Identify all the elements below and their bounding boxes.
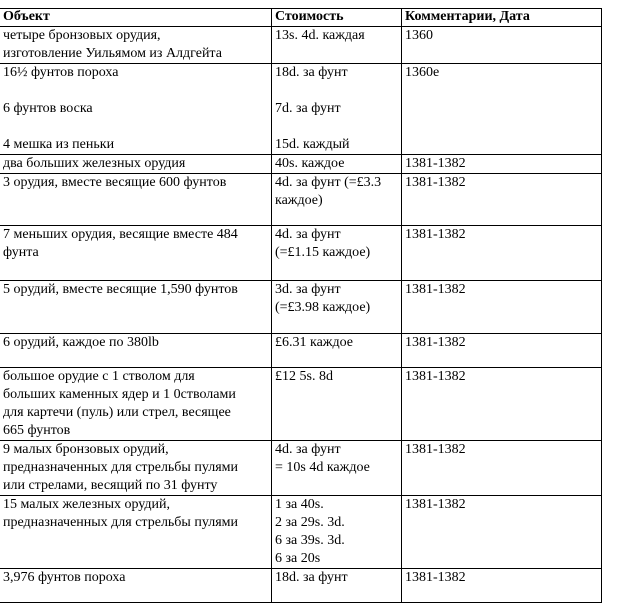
table-row [0, 64, 602, 155]
object-line: предназначенных для стрельбы пулями [3, 460, 238, 475]
table-row [0, 226, 602, 281]
object-line: четыре бронзовых орудия, [3, 28, 161, 43]
table-row [0, 281, 602, 334]
cost-line: каждое) [275, 193, 323, 208]
object-line: 3 орудия, вместе весящие 600 фунтов [3, 175, 227, 190]
cell-object [0, 496, 272, 569]
object-line: 3,976 фунтов пороха [3, 570, 126, 585]
cell-cost [272, 64, 402, 155]
cell-cost [272, 368, 402, 441]
cell-comment [402, 281, 602, 334]
cell-cost [272, 334, 402, 368]
comment-text: 1381-1382 [405, 335, 466, 350]
table-row [0, 334, 602, 368]
cell-comment [402, 334, 602, 368]
cell-cost [272, 496, 402, 569]
object-line: 15 малых железных орудий, [3, 497, 171, 512]
table-row [0, 155, 602, 174]
comment-text: 1360 [405, 28, 433, 43]
cell-cost [272, 226, 402, 281]
cost-line: 6 за 20s [275, 551, 321, 566]
cell-object [0, 334, 272, 368]
object-line: предназначенных для стрельбы пулями [3, 515, 238, 530]
cell-cost [272, 569, 402, 603]
cost-line: 4d. за фунт (=£3.3 [275, 175, 382, 190]
cost-line: £6.31 каждое [275, 335, 353, 350]
cost-line: 13s. 4d. каждая [275, 28, 365, 43]
cell-object [0, 155, 272, 174]
cost-line: 18d. за фунт [275, 65, 348, 80]
table-row [0, 496, 602, 569]
object-line: фунта [3, 245, 39, 260]
cell-object [0, 281, 272, 334]
object-line [3, 82, 268, 100]
cost-line: 40s. каждое [275, 156, 345, 171]
object-line: 5 орудий, вместе весящие 1,590 фунтов [3, 282, 238, 297]
cost-line: 7d. за фунт [275, 101, 341, 116]
cell-comment [402, 441, 602, 496]
object-line: или стрелами, весящий по 31 фунту [3, 478, 218, 493]
cell-cost [272, 174, 402, 226]
header-object: Объект [0, 9, 272, 27]
cell-comment [402, 496, 602, 569]
cell-object [0, 64, 272, 155]
cell-object [0, 441, 272, 496]
object-line [3, 118, 268, 136]
object-line: 6 орудий, каждое по 380lb [3, 335, 159, 350]
cell-comment [402, 174, 602, 226]
cell-cost [272, 441, 402, 496]
table-row [0, 27, 602, 64]
table-row [0, 441, 602, 496]
cost-line: = 10s 4d каждое [275, 460, 370, 475]
comment-text: 1381-1382 [405, 156, 466, 171]
cell-object [0, 174, 272, 226]
cost-line: (=£1.15 каждое) [275, 245, 371, 260]
cost-line: £12 5s. 8d [275, 369, 333, 384]
object-line: 665 фунтов [3, 423, 71, 438]
cell-comment [402, 27, 602, 64]
table-row [0, 569, 602, 603]
comment-text: 1381-1382 [405, 227, 466, 242]
object-line: для картечи (пуль) или стрел, весящее [3, 405, 231, 420]
cost-line: 3d. за фунт [275, 282, 341, 297]
comment-text: 1381-1382 [405, 175, 466, 190]
object-line: 7 меньших орудия, весящие вместе 484 [3, 227, 238, 242]
object-line: изготовление Уильямом из Алдгейта [3, 46, 222, 61]
cell-cost [272, 281, 402, 334]
cost-line: 4d. за фунт [275, 442, 341, 457]
cost-line: 4d. за фунт [275, 227, 341, 242]
header-cost: Стоимость [272, 9, 402, 27]
cell-object [0, 226, 272, 281]
header-comment: Комментарии, Дата [402, 9, 602, 27]
cost-line: 18d. за фунт [275, 570, 348, 585]
object-line: большое орудие с 1 стволом для [3, 369, 195, 384]
cell-cost [272, 155, 402, 174]
cell-comment [402, 368, 602, 441]
header-row [0, 9, 602, 27]
cell-object [0, 368, 272, 441]
comment-text: 1381-1382 [405, 369, 466, 384]
table-body [0, 27, 602, 603]
comment-text: 1381-1382 [405, 497, 466, 512]
cell-object [0, 569, 272, 603]
comment-text: 1360е [405, 65, 440, 80]
cost-line [275, 82, 398, 100]
comment-text: 1381-1382 [405, 442, 466, 457]
object-line: 4 мешка из пеньки [3, 137, 115, 152]
cost-line: 2 за 29s. 3d. [275, 515, 345, 530]
comment-text: 1381-1382 [405, 282, 466, 297]
cell-cost [272, 27, 402, 64]
object-line: 16½ фунтов пороха [3, 65, 119, 80]
cell-object [0, 27, 272, 64]
cost-line: 6 за 39s. 3d. [275, 533, 345, 548]
comment-text: 1381-1382 [405, 570, 466, 585]
table-row [0, 174, 602, 226]
cost-line: 15d. каждый [275, 137, 350, 152]
cell-comment [402, 226, 602, 281]
object-line: больших каменных ядер и 1 0стволами [3, 387, 236, 402]
cell-comment [402, 569, 602, 603]
object-line: два больших железных орудия [3, 156, 186, 171]
object-line: 9 малых бронзовых орудий, [3, 442, 169, 457]
table-row [0, 368, 602, 441]
object-line: 6 фунтов воска [3, 101, 93, 116]
cell-comment [402, 155, 602, 174]
artillery-cost-table [0, 8, 602, 603]
cost-line [275, 118, 398, 136]
cost-line: (=£3.98 каждое) [275, 300, 371, 315]
cell-comment [402, 64, 602, 155]
cost-line: 1 за 40s. [275, 497, 324, 512]
